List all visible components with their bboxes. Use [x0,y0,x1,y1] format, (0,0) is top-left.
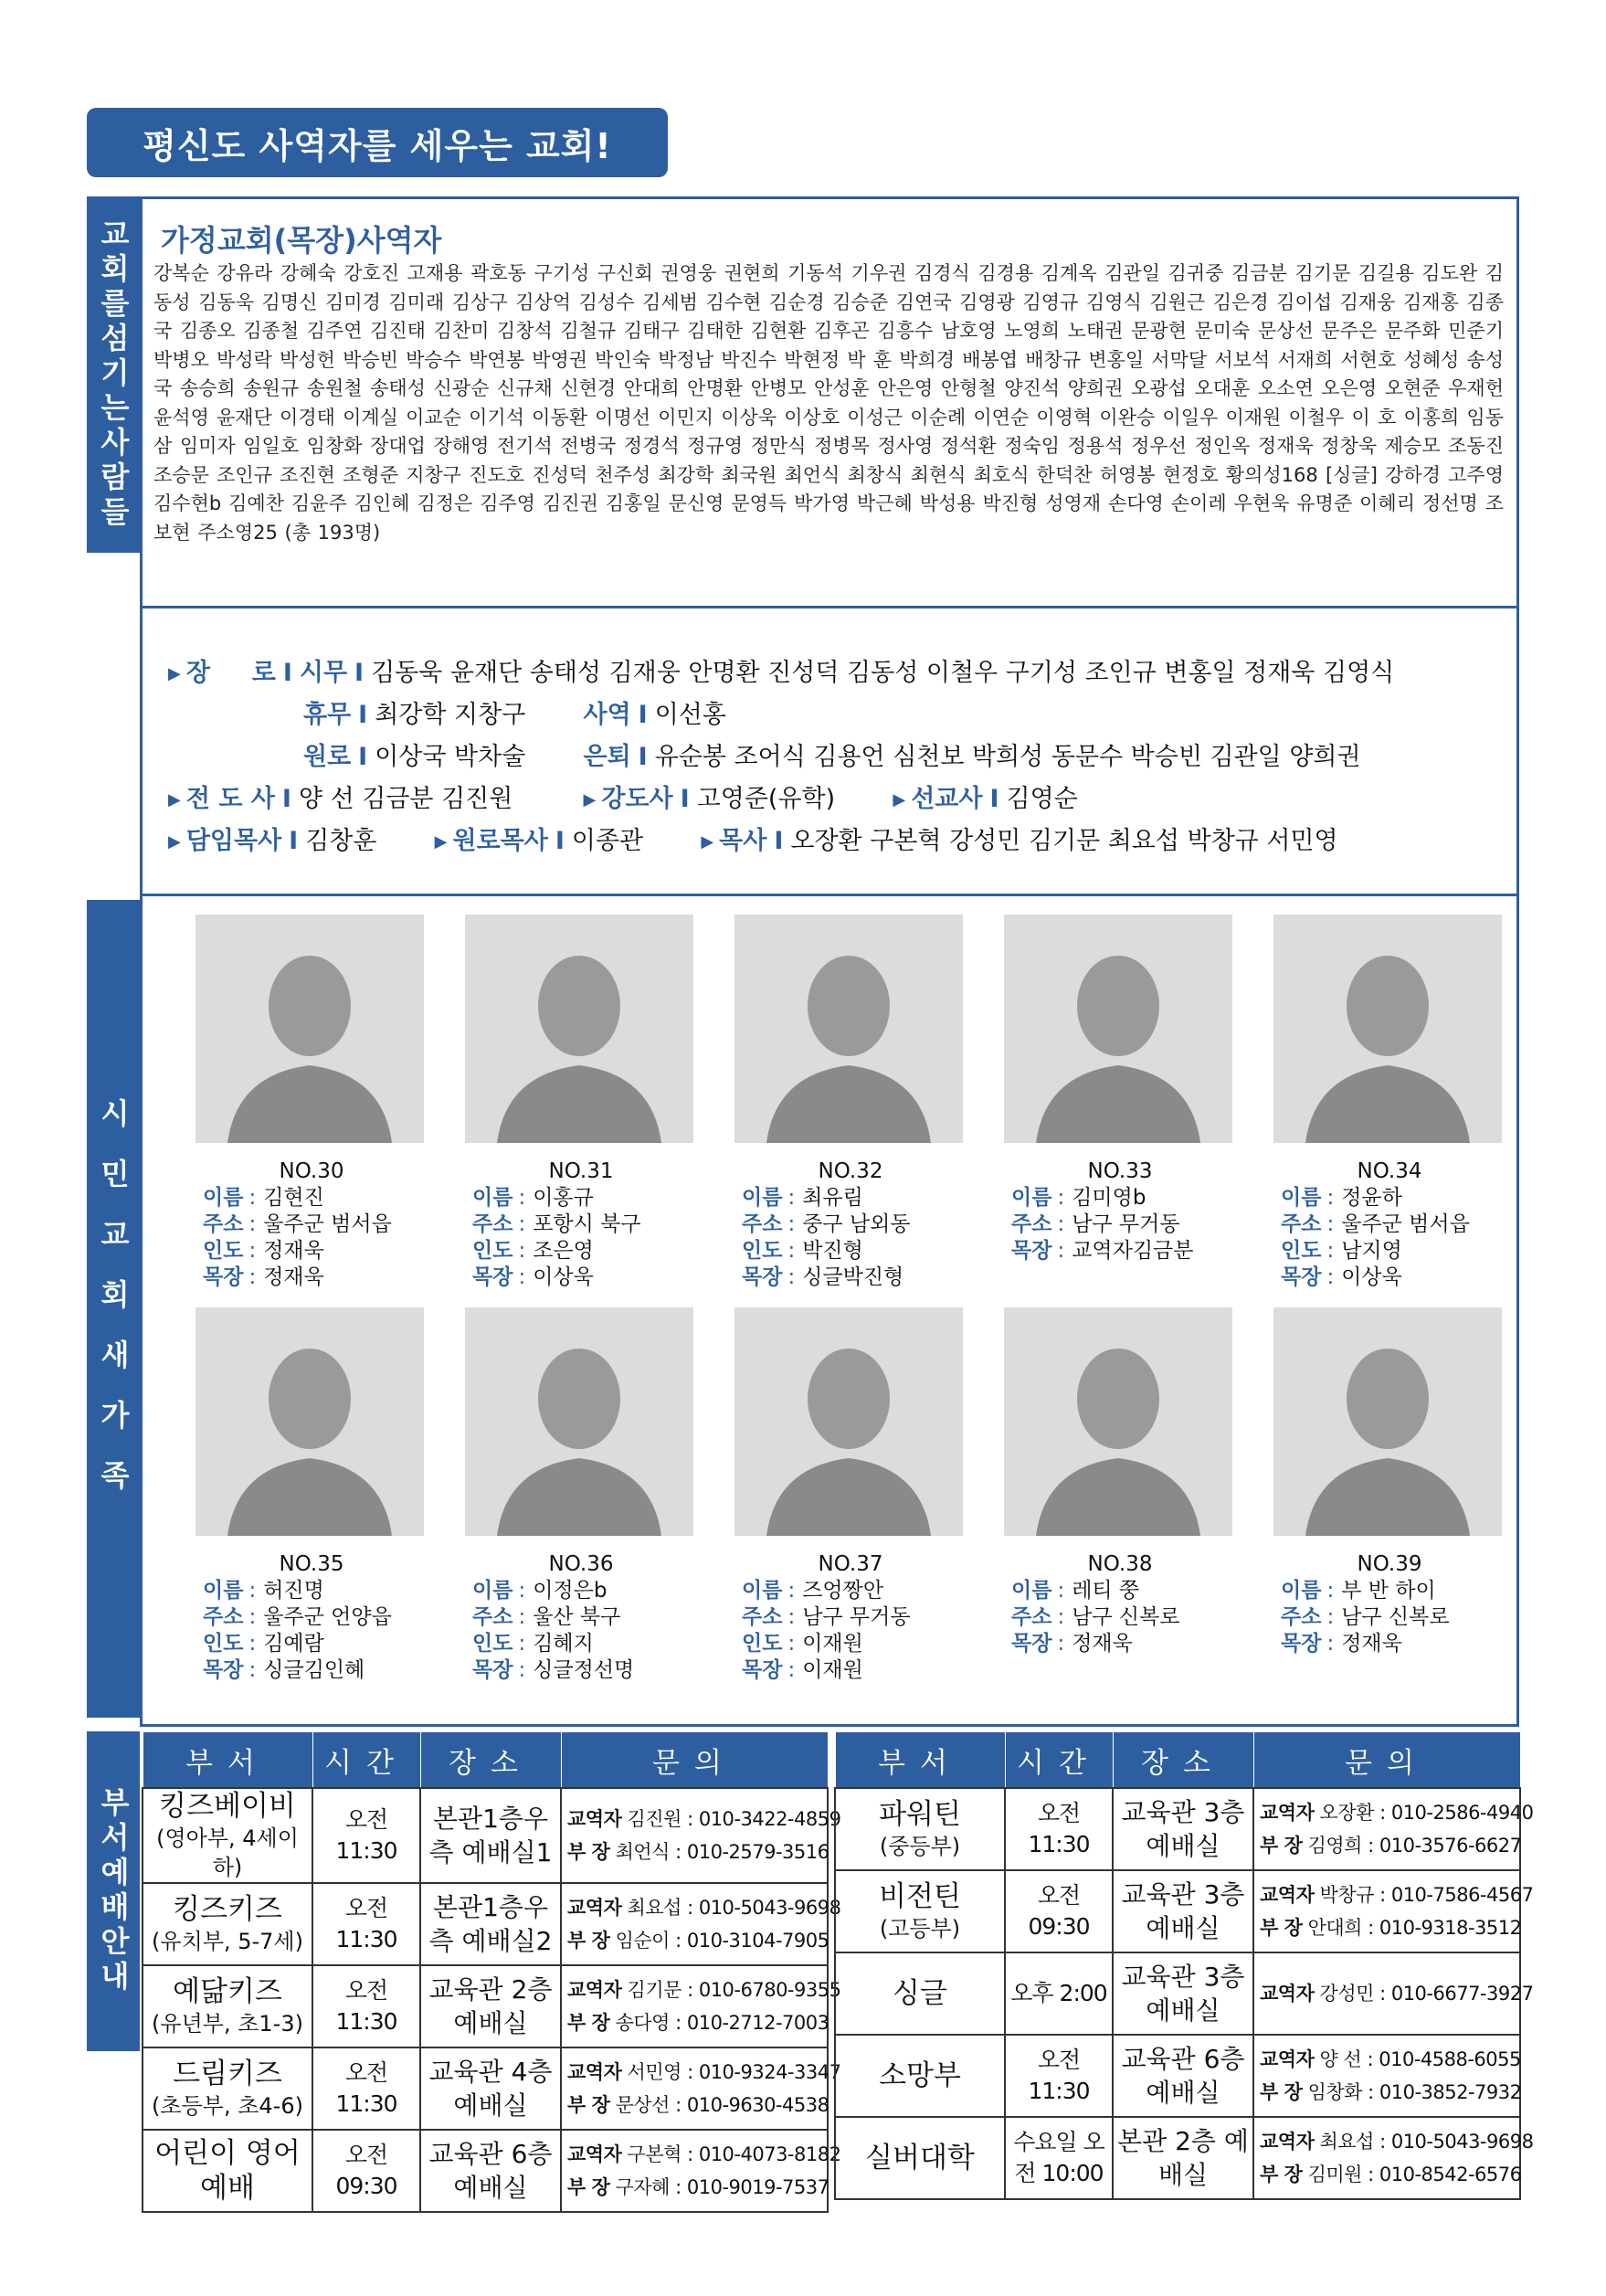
card-field-leader: 목장 : 교역자김금분 [1011,1239,1194,1263]
triangle-icon: ▶ [434,832,448,852]
staff-elders-line: ▶ 장 로 I 시무 I 김동욱 윤재단 송태성 김재웅 안명환 진성덕 김동성 이철우 구기성 조인규 변홍일 정재욱 김영식 [168,659,1395,687]
staff-emeritus-label: 원로 [303,743,352,771]
place-cell: 교육관 6층 예배실 [420,2130,561,2212]
card-info [742,1185,911,1291]
contact-cell [1253,2035,1520,2117]
card-field-name: 이름 : 이정은b [472,1579,608,1603]
staff-retired-label: 은퇴 [583,743,631,771]
member-photo [195,1307,424,1536]
card-key: 인도 [742,1632,783,1656]
place-cell: 교육관 2층 예배실 [420,1965,561,2047]
place-cell: 교육관 3층 예배실 [1113,1952,1253,2035]
card-key: 주소 [203,1605,244,1629]
person-silhouette-icon [465,1307,693,1536]
dept-cell [143,1788,312,1883]
schedule-row [835,2117,1520,2199]
dept-name: 예닮키즈 [173,1975,282,2008]
staff-box [140,606,1519,896]
member-photo [1273,1307,1502,1536]
card-field-leader: 목장 : 싱글박진형 [742,1265,904,1289]
card-field-name: 이름 : 최유림 [742,1186,863,1210]
contact-head: 부 장 임순이 : 010-3104-7905 [567,1930,829,1952]
card-key: 주소 [1011,1212,1052,1236]
col-header-contact: 문의 [561,1732,828,1789]
card-key: 인도 [1281,1239,1322,1263]
family-box [140,894,1519,1727]
card-value: 교역자김금분 [1072,1239,1194,1263]
card-field-guide: 인도 : 남지영 [1281,1239,1402,1263]
dept-sub: (유년부, 초1-3) [152,2011,303,2037]
member-photo [195,915,424,1143]
contact-head: 부 장 김미원 : 010-8542-6576 [1260,2164,1522,2185]
card-key: 목장 [742,1265,783,1289]
card-field-addr: 주소 : 포항시 북구 [472,1212,641,1236]
contact-cell [1253,2117,1534,2199]
triangle-icon: ▶ [168,664,181,683]
card-field-leader: 목장 : 싱글정선명 [472,1658,635,1682]
card-value: 이상욱 [1341,1265,1402,1289]
card-key: 이름 [472,1186,513,1210]
schedule-row [835,1870,1520,1952]
card-field-leader: 목장 : 정재욱 [203,1265,324,1289]
dept-name: 소망부 [879,2059,961,2092]
family-side-label-text: 시민교회새가족 [96,1097,131,1520]
contact-cell [1253,1952,1534,2035]
card-value: 싱글김인혜 [263,1658,365,1682]
card-value: 남구 무거동 [802,1605,911,1629]
card-value: 정윤하 [1341,1186,1402,1210]
staff-lecturer-names: 고영준(유학) [696,785,836,813]
dept-sub: (중등부) [879,1834,961,1859]
card-field-name: 이름 : 이홍규 [472,1186,594,1210]
contact-head: 부 장 구자혜 : 010-9019-7537 [567,2176,829,2198]
card-value: 김미영b [1072,1186,1146,1210]
time-cell: 오전 11:30 [312,1883,420,1965]
time-cell: 오전 11:30 [312,1788,420,1883]
card-info [742,1578,911,1684]
staff-ministry-names: 이선홍 [654,701,726,729]
staff-lecturer-label: 강도사 [601,785,673,813]
time-cell: 수요일 오전 10:00 [1005,2117,1113,2199]
card-key: 주소 [1281,1212,1322,1236]
card-key: 인도 [742,1239,783,1263]
card-key: 목장 [203,1265,244,1289]
card-number: NO.37 [818,1552,883,1576]
dept-name: 실버대학 [865,2142,975,2174]
card-value: 남구 신복로 [1341,1605,1450,1629]
contact-pastor: 교역자 구본혁 : 010-4073-8182 [567,2143,841,2165]
place-cell: 본관1층우측 예배실1 [420,1788,561,1883]
card-value: 이상욱 [533,1265,594,1289]
card-key: 주소 [1281,1605,1322,1629]
card-field-name: 이름 : 허진명 [203,1579,324,1603]
card-value: 정재욱 [1341,1632,1402,1656]
card-key: 인도 [472,1632,513,1656]
staff-emeritus-pastor-name: 이종관 [571,827,644,855]
card-field-addr: 주소 : 울주군 범서읍 [1281,1212,1470,1236]
contact-pastor: 교역자 양 선 : 010-4588-6055 [1260,2048,1521,2070]
card-number: NO.32 [818,1159,883,1183]
card-field-guide: 인도 : 김혜지 [472,1632,594,1656]
card-value: 울주군 범서읍 [1341,1212,1470,1236]
card-value: 이재원 [802,1658,863,1682]
card-number: NO.30 [279,1159,344,1183]
card-key: 목장 [472,1265,513,1289]
contact-pastor: 교역자 최요섭 : 010-5043-9698 [567,1897,841,1919]
card-value: 정재욱 [1072,1632,1133,1656]
card-value: 이홍규 [533,1186,594,1210]
card-value: 남구 무거동 [1072,1212,1180,1236]
col-header-time: 시간 [312,1732,420,1789]
dept-cell [143,1965,312,2047]
card-field-leader: 목장 : 이상욱 [1281,1265,1402,1289]
contact-cell [561,1788,841,1883]
col-header-place: 장소 [1113,1732,1253,1789]
member-photo [1273,915,1502,1143]
card-key: 인도 [472,1239,513,1263]
staff-evangelist-names: 양 선 김금분 김진원 [298,785,513,813]
card-field-leader: 목장 : 정재욱 [1281,1632,1402,1656]
schedule-row [143,1883,828,1965]
time-cell: 오전 09:30 [1005,1870,1113,1952]
staff-evangelist-label: 전 도 사 [185,785,275,813]
contact-cell [561,2047,841,2130]
card-number: NO.35 [279,1552,344,1576]
staff-rest-line: 휴무 I 최강학 지창구 사역 I 이선홍 [303,701,726,729]
schedule-row [143,1965,828,2047]
schedule-row [143,2130,828,2212]
place-cell: 교육관 3층 예배실 [1113,1788,1253,1870]
card-key: 인도 [203,1239,244,1263]
card-field-name: 이름 : 레티 쭝 [1011,1579,1140,1603]
time-cell: 오전 11:30 [1005,2035,1113,2117]
contact-pastor: 교역자 김기문 : 010-6780-9355 [567,1979,841,2001]
card-field-guide: 인도 : 정재욱 [203,1239,324,1263]
person-silhouette-icon [465,915,693,1143]
card-value: 조은영 [533,1239,594,1263]
contact-head: 부 장 문상선 : 010-9630-4538 [567,2094,829,2116]
member-photo [734,915,963,1143]
staff-emeritus-pastor-label: 원로목사 [452,827,548,855]
contact-cell [1253,1788,1534,1870]
card-field-addr: 주소 : 울산 북구 [472,1605,621,1629]
card-field-leader: 목장 : 싱글김인혜 [203,1658,365,1682]
col-header-time: 시간 [1005,1732,1113,1789]
card-info [1011,1578,1180,1657]
card-key: 목장 [1281,1632,1322,1656]
person-silhouette-icon [734,1307,963,1536]
card-field-addr: 주소 : 남구 무거동 [742,1605,911,1629]
staff-evangelist-line: ▶ 전 도 사 I 양 선 김금분 김진원 ▶ 강도사 I 고영준(유학) ▶ 선교사 I 김영순 [168,785,1078,813]
card-field-leader: 목장 : 이상욱 [472,1265,594,1289]
dept-name: 파워틴 [879,1798,961,1831]
card-value: 싱글정선명 [533,1658,635,1682]
card-key: 이름 [742,1579,783,1603]
schedule-row [143,2047,828,2130]
card-field-addr: 주소 : 울주군 언양읍 [203,1605,392,1629]
schedule-row [143,1788,828,1883]
card-field-name: 이름 : 정윤하 [1281,1186,1402,1210]
contact-cell [1253,1870,1534,1952]
schedule-side-label [87,1731,140,2051]
card-value: 울주군 언양읍 [263,1605,392,1629]
contact-pastor: 교역자 최요섭 : 010-5043-9698 [1260,2131,1534,2153]
contact-head: 부 장 임창화 : 010-3852-7932 [1260,2081,1522,2103]
card-value: 이정은b [533,1579,608,1603]
card-field-name: 이름 : 김미영b [1011,1186,1146,1210]
card-field-addr: 주소 : 남구 신복로 [1011,1605,1180,1629]
contact-cell [561,1965,841,2047]
person-silhouette-icon [734,915,963,1143]
card-key: 목장 [1281,1265,1322,1289]
card-number: NO.31 [548,1159,614,1183]
dept-name: 싱글 [893,1977,947,2010]
card-field-guide: 인도 : 김예람 [203,1632,324,1656]
dept-cell [835,2035,1005,2117]
col-header-dept: 부서 [835,1732,1005,1789]
member-photo [1004,1307,1232,1536]
staff-emeritus-line: 원로 I 이상국 박차술 은퇴 I 유순봉 조어식 김용언 심천보 박희성 동문수 박승빈 김관일 양희권 [303,743,1361,771]
card-field-addr: 주소 : 남구 무거동 [1011,1212,1180,1236]
dept-sub: (영아부, 4세이하) [156,1825,299,1880]
card-field-guide: 인도 : 이재원 [742,1632,863,1656]
person-silhouette-icon [1004,915,1232,1143]
card-field-name: 이름 : 부 반 하이 [1281,1579,1436,1603]
card-info [1281,1578,1450,1657]
card-field-guide: 인도 : 조은영 [472,1239,594,1263]
schedule-table-left [142,1731,841,2213]
staff-active-names: 김동욱 윤재단 송태성 김재웅 안명환 진성덕 김동성 이철우 구기성 조인규 변홍일 정재욱 김영식 [371,659,1395,687]
dept-cell [143,2047,312,2130]
triangle-icon: ▶ [893,790,906,809]
contact-cell [561,1883,841,1965]
card-number: NO.38 [1087,1552,1153,1576]
card-value: 김현진 [263,1186,324,1210]
dept-cell [835,2117,1005,2199]
card-value: 중구 남외동 [802,1212,911,1236]
card-key: 주소 [203,1212,244,1236]
staff-pastor-names: 오장환 구본혁 강성민 김기문 최요섭 박창규 서민영 [790,827,1338,855]
card-key: 이름 [203,1579,244,1603]
person-silhouette-icon [1273,1307,1502,1536]
card-value: 허진명 [263,1579,324,1603]
card-key: 목장 [742,1658,783,1682]
card-info [203,1578,392,1684]
contact-pastor: 교역자 박창규 : 010-7586-4567 [1260,1884,1534,1906]
contact-head: 부 장 김영희 : 010-3576-6627 [1260,1835,1522,1857]
place-cell: 본관 2층 예배실 [1113,2117,1253,2199]
members-side-label-text: 교회를섬기는사람들 [96,218,131,531]
card-key: 이름 [1011,1186,1052,1210]
triangle-icon: ▶ [701,832,714,852]
staff-rest-label: 휴무 [303,701,352,729]
contact-pastor: 교역자 강성민 : 010-6677-3927 [1260,1983,1534,2005]
card-value: 울산 북구 [533,1605,621,1629]
card-key: 이름 [1011,1579,1052,1603]
member-photo [1004,915,1232,1143]
card-value: 남구 신복로 [1072,1605,1180,1629]
card-info [1281,1185,1470,1291]
dept-name: 비전틴 [879,1880,961,1913]
card-key: 이름 [1281,1186,1322,1210]
members-side-label [87,196,140,553]
card-key: 목장 [203,1658,244,1682]
card-key: 이름 [472,1579,513,1603]
card-value: 남지영 [1341,1239,1402,1263]
time-cell: 오전 11:30 [312,1965,420,2047]
dept-name: 드림키즈 [173,2058,282,2090]
card-key: 주소 [742,1212,783,1236]
time-cell: 오전 09:30 [312,2130,420,2212]
card-key: 이름 [203,1186,244,1210]
col-header-dept: 부서 [143,1732,312,1789]
place-cell: 교육관 4층 예배실 [420,2047,561,2130]
person-silhouette-icon [1004,1307,1232,1536]
staff-senior-pastor-name: 김창훈 [305,827,377,855]
dept-sub: (초등부, 초4-6) [152,2093,303,2119]
person-silhouette-icon [195,1307,424,1536]
staff-ministry-label: 사역 [583,701,631,729]
card-value: 최유림 [802,1186,863,1210]
schedule-row [835,1788,1520,1870]
member-photo [734,1307,963,1536]
col-header-place: 장소 [420,1732,561,1789]
card-info [203,1185,392,1291]
contact-pastor: 교역자 오장환 : 010-2586-4940 [1260,1802,1534,1824]
contact-cell [561,2130,841,2212]
page-title-banner [87,108,668,177]
contact-head: 부 장 안대희 : 010-9318-3512 [1260,1917,1522,1939]
card-value: 이재원 [802,1632,863,1656]
card-value: 정재욱 [263,1265,324,1289]
card-value: 레티 쭝 [1072,1579,1140,1603]
dept-cell [835,1788,1005,1870]
family-side-label [87,900,140,1718]
dept-sub: (유치부, 5-7세) [152,1929,303,1954]
card-info [472,1578,634,1684]
card-key: 주소 [472,1212,513,1236]
person-silhouette-icon [1273,915,1502,1143]
card-value: 정재욱 [263,1239,324,1263]
triangle-icon: ▶ [168,790,181,809]
contact-head: 부 장 송다영 : 010-2712-7003 [567,2012,829,2034]
staff-emeritus-names: 이상국 박차술 [375,743,526,771]
staff-pastors-line: ▶ 담임목사 I 김창훈 ▶ 원로목사 I 이종관 ▶ 목사 I 오장환 구본혁 강성민 김기문 최요섭 박창규 서민영 [168,827,1338,855]
card-key: 주소 [472,1605,513,1629]
card-key: 목장 [472,1658,513,1682]
schedule-side-label-text: 부서예배안내 [96,1787,131,1995]
contact-pastor: 교역자 김진원 : 010-3422-4859 [567,1808,841,1830]
member-photo [465,915,693,1143]
schedule-row [835,2035,1520,2117]
card-info [1011,1185,1194,1264]
dept-cell [835,1870,1005,1952]
card-number: NO.33 [1087,1159,1153,1183]
contact-head: 부 장 최언식 : 010-2579-3516 [567,1841,829,1863]
card-field-addr: 주소 : 남구 신복로 [1281,1605,1450,1629]
dept-cell [835,1952,1005,2035]
card-field-addr: 주소 : 중구 남외동 [742,1212,911,1236]
card-key: 이름 [1281,1579,1322,1603]
staff-rest-names: 최강학 지창구 [375,701,526,729]
place-cell: 본관1층우측 예배실2 [420,1883,561,1965]
time-cell: 오전 11:30 [1005,1788,1113,1870]
dept-name: 어린이 영어예배 [154,2137,301,2205]
members-box [140,196,1519,608]
dept-sub: (고등부) [879,1916,961,1942]
place-cell: 교육관 3층 예배실 [1113,1870,1253,1952]
card-value: 김혜지 [533,1632,594,1656]
card-field-addr: 주소 : 울주군 범서읍 [203,1212,392,1236]
dept-name: 킹즈베이비 [159,1790,296,1823]
schedule-table-right [834,1731,1534,2200]
card-info [472,1185,641,1291]
staff-elders-label: 장 로 [185,659,276,687]
card-field-name: 이름 : 즈엉짱안 [742,1579,884,1603]
staff-senior-pastor-label: 담임목사 [185,827,282,855]
col-header-contact: 문의 [1253,1732,1520,1789]
card-value: 싱글박진형 [802,1265,904,1289]
card-key: 목장 [1011,1239,1052,1263]
dept-name: 킹즈키즈 [173,1893,282,1926]
card-number: NO.36 [548,1552,614,1576]
staff-missionary-names: 김영순 [1006,785,1078,813]
member-photo [465,1307,693,1536]
person-silhouette-icon [195,915,424,1143]
card-number: NO.34 [1357,1159,1422,1183]
card-field-leader: 목장 : 이재원 [742,1658,863,1682]
card-key: 주소 [742,1605,783,1629]
card-value: 즈엉짱안 [802,1579,884,1603]
members-title: 가정교회(목장)사역자 [161,223,442,258]
card-field-name: 이름 : 김현진 [203,1186,324,1210]
time-cell: 오후 2:00 [1005,1952,1113,2035]
page-title: 평신도 사역자를 세우는 교회! [143,125,612,166]
card-value: 포항시 북구 [533,1212,641,1236]
dept-cell [143,2130,312,2212]
card-value: 울주군 범서읍 [263,1212,392,1236]
card-field-guide: 인도 : 박진형 [742,1239,863,1263]
staff-pastor-label: 목사 [719,827,767,855]
contact-pastor: 교역자 서민영 : 010-9324-3347 [567,2061,841,2083]
card-value: 부 반 하이 [1341,1579,1436,1603]
staff-missionary-label: 선교사 [911,785,983,813]
dept-cell [143,1883,312,1965]
card-key: 이름 [742,1186,783,1210]
triangle-icon: ▶ [583,790,597,809]
card-number: NO.39 [1357,1552,1422,1576]
members-list: 강복순 강유라 강혜숙 강호진 고재용 곽호동 구기성 구신회 권영웅 권현희 기동석 기우권 김경식 김경용 김계옥 김관일 김귀중 김금분 김기문 김길용 김도완 김동성 김동욱 김명신 김미경 김미래 김상구 김상억 김성수 김세범 김수현 김순경 김승준 김연국 김영광 김영규 김영식 김원근 김은경 김이섭 김재웅 김재홍 김종국 김종오 김종철 김주연 김진태 김찬미 김창석 김철규 김태구 김태한 김현환 김후곤 김흥수 남호영 노영희 노태권 문광현 문미숙 문상선 문주은 문주화 민준기 박병오 박성락 박성헌 박승빈 박승수 박연봉 박영권 박인숙 박정남 박진수 박현정 박 훈 박희경 배봉엽 배창규 변홍일 서막달 서보석 서재희 서현호 성혜성 송성국 송승희 송원규 송원철 송태성 신광순 신규채 신현경 안대희 안명환 안병모 안성훈 안은영 안형철 양진석 양희권 오광섭 오대훈 오소연 오은영 오현준 우재헌 윤석영 윤재단 이경태 이계실 이교순 이기석 이동환 이명선 이민지 이상욱 이상호 이성근 이순례 이연순 이영혁 이완승 이일우 이재원 이철우 이 호 이홍희 임동삼 임미자 임일호 임창화 장대업 장해영 전기석 전병국 정경석 정규영 정만식 정병목 정사영 정석환 정숙임 정용석 정우선 정인옥 정재욱 정창욱 제승모 조동진 조승문 조인규 조진현 조형준 지창구 진도호 진성덕 천주성 최강학 최국원 최언식 최창식 최현식 최호식 한덕찬 허영봉 현정호 황의성168 [싱글] 강하경 고주영 김수현b 김예찬 김윤주 김인혜 김정은 김주영 김진권 김홍일 문신영 문영득 박가영 박근혜 박성용 박진형 성영재 손다영 손이레 우현욱 유명준 이혜리 정선명 조보현 주소영25 (총 193명) [153,262,1504,544]
staff-active-label: 시무 [299,659,348,687]
staff-retired-names: 유순봉 조어식 김용언 심천보 박희성 동문수 박승빈 김관일 양희권 [654,743,1361,771]
schedule-row [835,1952,1520,2035]
card-value: 김예람 [263,1632,324,1656]
card-key: 목장 [1011,1632,1052,1656]
time-cell: 오전 11:30 [312,2047,420,2130]
card-value: 박진형 [802,1239,863,1263]
triangle-icon: ▶ [168,832,181,852]
place-cell: 교육관 6층 예배실 [1113,2035,1253,2117]
card-key: 인도 [203,1632,244,1656]
card-key: 주소 [1011,1605,1052,1629]
card-field-leader: 목장 : 정재욱 [1011,1632,1133,1656]
